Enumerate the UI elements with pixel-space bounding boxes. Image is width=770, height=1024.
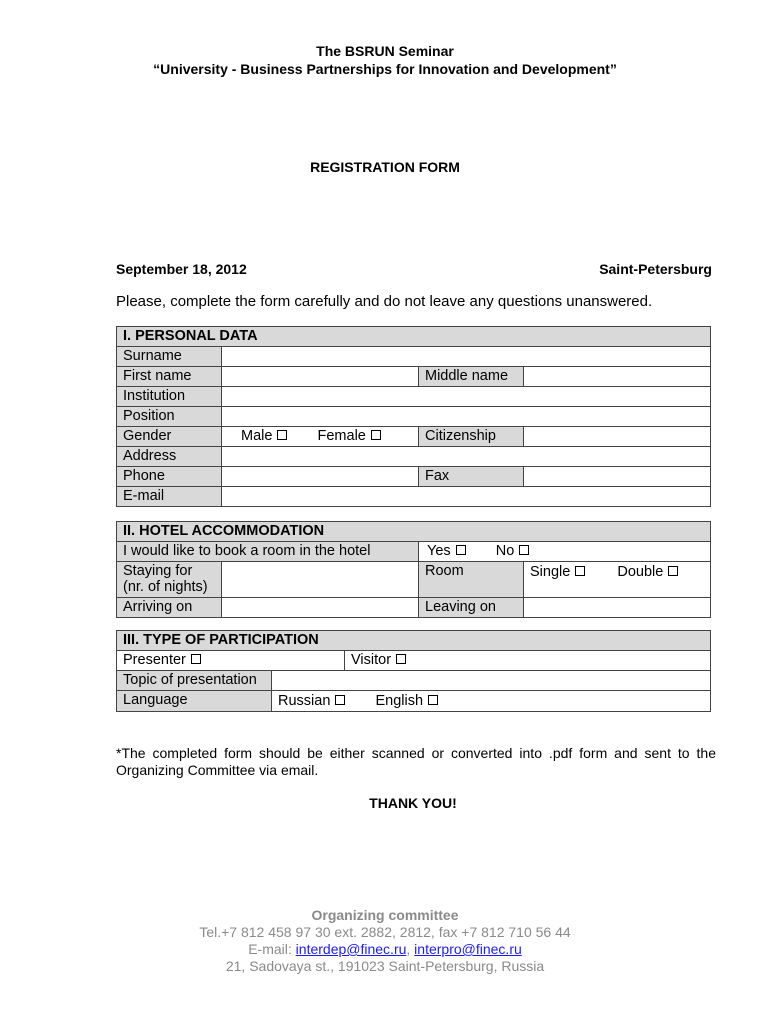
- middle-name-label: Middle name: [419, 367, 524, 387]
- male-label: Male: [241, 428, 273, 444]
- gender-label: Gender: [117, 427, 222, 447]
- russian-checkbox[interactable]: [335, 695, 345, 705]
- double-checkbox[interactable]: [668, 566, 678, 576]
- participation-table: [116, 630, 711, 712]
- committee-address: 21, Sadovaya st., 191023 Saint-Petersburg, Russia: [225, 958, 545, 974]
- staying-for-label: [117, 562, 222, 598]
- arriving-on-field[interactable]: [222, 598, 419, 618]
- fax-label: Fax: [419, 467, 524, 487]
- email-label: E-mail: [117, 487, 222, 507]
- phone-field[interactable]: [222, 467, 419, 487]
- email-link-interpro[interactable]: interpro@finec.ru: [414, 941, 522, 957]
- book-room-label: I would like to book a room in the hotel: [117, 542, 419, 562]
- language-label: Language: [117, 691, 272, 712]
- surname-label: Surname: [117, 347, 222, 367]
- no-checkbox[interactable]: [519, 545, 529, 555]
- room-options: [524, 562, 711, 598]
- first-name-label: First name: [117, 367, 222, 387]
- middle-name-field[interactable]: [524, 367, 711, 387]
- nights-field[interactable]: [222, 562, 419, 598]
- address-label: Address: [117, 447, 222, 467]
- form-title: REGISTRATION FORM: [310, 159, 460, 175]
- yes-checkbox[interactable]: [456, 545, 466, 555]
- double-label: Double: [617, 564, 664, 580]
- staying-for-line1: Staying for: [123, 563, 193, 579]
- visitor-option: [345, 651, 711, 671]
- room-label: Room: [419, 562, 524, 598]
- institution-field[interactable]: [222, 387, 711, 407]
- phone-label: Phone: [117, 467, 222, 487]
- topic-field[interactable]: [272, 671, 711, 691]
- institution-label: Institution: [117, 387, 222, 407]
- participation-heading: III. TYPE OF PARTICIPATION: [117, 631, 711, 651]
- presenter-checkbox[interactable]: [191, 654, 201, 664]
- staying-for-line2: (nr. of nights): [123, 579, 208, 595]
- seminar-subtitle: “University - Business Partnerships for Innovation and Development”: [153, 61, 617, 77]
- thank-you: THANK YOU!: [369, 795, 457, 811]
- topic-label: Topic of presentation: [117, 671, 272, 691]
- instructions: Please, complete the form carefully and do not leave any questions unanswered.: [116, 293, 653, 310]
- language-options: [272, 691, 711, 712]
- address-field[interactable]: [222, 447, 711, 467]
- seminar-title: The BSRUN Seminar: [316, 43, 454, 59]
- city: Saint-Petersburg: [599, 261, 712, 277]
- position-label: Position: [117, 407, 222, 427]
- gender-options: [222, 427, 419, 447]
- female-label: Female: [317, 428, 366, 444]
- single-checkbox[interactable]: [575, 566, 585, 576]
- committee-email: [0, 941, 770, 957]
- yes-label: Yes: [427, 543, 451, 559]
- date: September 18, 2012: [116, 261, 247, 277]
- hotel-accommodation-heading: II. HOTEL ACCOMMODATION: [117, 522, 711, 542]
- email-link-interdep[interactable]: interdep@finec.ru: [295, 941, 407, 957]
- email-field[interactable]: [222, 487, 711, 507]
- email-separator: ,: [406, 941, 415, 957]
- surname-field[interactable]: [222, 347, 711, 367]
- personal-data-table: [116, 326, 711, 507]
- visitor-label: Visitor: [351, 652, 392, 668]
- presenter-option: [117, 651, 345, 671]
- english-checkbox[interactable]: [428, 695, 438, 705]
- leaving-on-label: Leaving on: [419, 598, 524, 618]
- russian-label: Russian: [278, 693, 331, 709]
- female-checkbox[interactable]: [371, 430, 381, 440]
- visitor-checkbox[interactable]: [396, 654, 406, 664]
- presenter-label: Presenter: [123, 652, 186, 668]
- submission-note: *The completed form should be either scanned or converted into .pdf form and sent to the Organizing Committee via email.: [116, 745, 716, 778]
- committee-title: Organizing committee: [311, 907, 459, 923]
- citizenship-field[interactable]: [524, 427, 711, 447]
- no-label: No: [495, 543, 515, 559]
- book-room-options: [419, 542, 711, 562]
- personal-data-heading: I. PERSONAL DATA: [117, 327, 711, 347]
- committee-tel: Tel.+7 812 458 97 30 ext. 2882, 2812, fax +7 812 710 56 44: [199, 924, 571, 940]
- hotel-accommodation-table: [116, 521, 711, 618]
- english-label: English: [375, 693, 424, 709]
- male-checkbox[interactable]: [277, 430, 287, 440]
- first-name-field[interactable]: [222, 367, 419, 387]
- email-label-text: E-mail:: [248, 941, 296, 957]
- fax-field[interactable]: [524, 467, 711, 487]
- citizenship-label: Citizenship: [419, 427, 524, 447]
- arriving-on-label: Arriving on: [117, 598, 222, 618]
- leaving-on-field[interactable]: [524, 598, 711, 618]
- position-field[interactable]: [222, 407, 711, 427]
- single-label: Single: [530, 564, 571, 580]
